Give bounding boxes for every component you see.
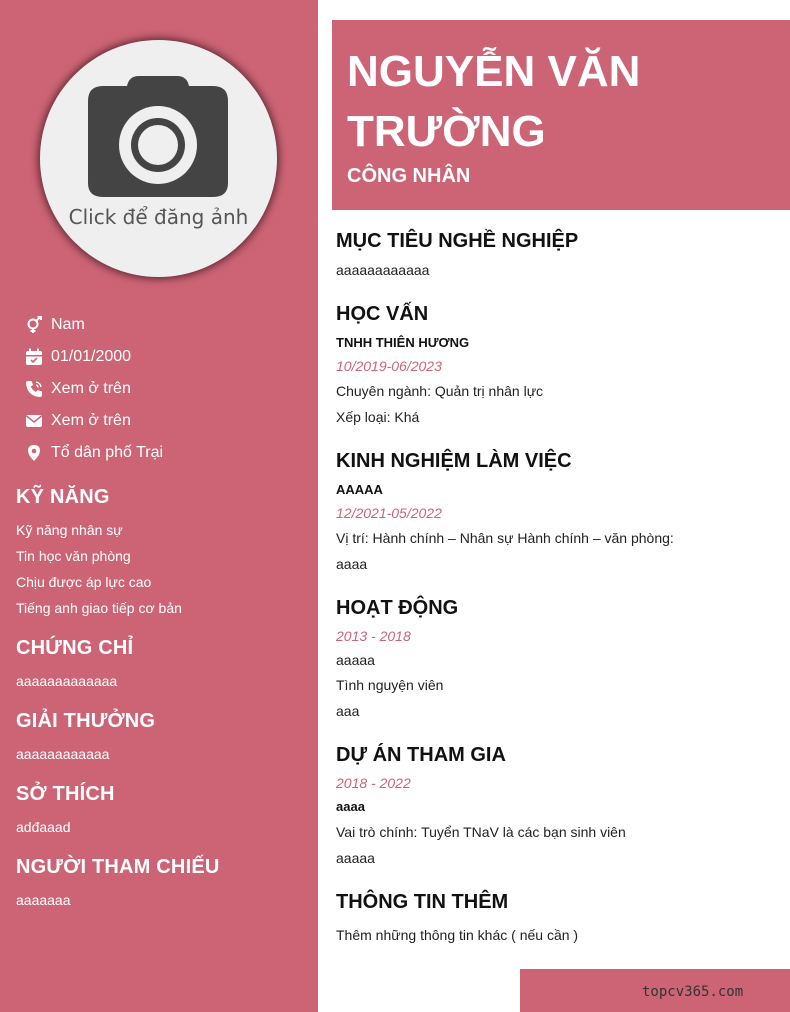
references-title: NGƯỜI THAM CHIẾU xyxy=(16,856,220,878)
gender-text: Nam xyxy=(51,316,85,333)
skills-section xyxy=(16,486,306,621)
education-school: TNHH THIÊN HƯƠNG xyxy=(336,335,470,350)
projects-role: Vai trò chính: Tuyển TNaV là các bạn sinh viên xyxy=(336,824,626,840)
skill-item: Tiếng anh giao tiếp cơ bản xyxy=(16,600,182,616)
references-text: aaaaaaa xyxy=(16,892,71,908)
birthday-text: 01/01/2000 xyxy=(51,348,132,365)
education-major: Chuyên ngành: Quản trị nhân lực xyxy=(336,383,544,399)
references-section xyxy=(16,856,306,913)
phone-text: Xem ở trên xyxy=(51,380,131,397)
activities-desc: aaa xyxy=(336,703,360,719)
activities-org: aaaaa xyxy=(336,652,375,668)
envelope-icon xyxy=(24,412,43,431)
education-period: 10/2019-06/2023 xyxy=(336,358,442,374)
projects-title: DỰ ÁN THAM GIA xyxy=(336,744,506,766)
contact-list xyxy=(24,309,163,469)
avatar-upload[interactable] xyxy=(40,40,277,277)
additional-section xyxy=(336,891,776,948)
contact-gender xyxy=(24,309,163,341)
certificates-title: CHỨNG CHỈ xyxy=(16,637,134,659)
experience-section xyxy=(336,450,776,577)
awards-section xyxy=(16,710,306,767)
skill-item: Kỹ năng nhân sự xyxy=(16,522,123,538)
footer-brand xyxy=(520,969,790,1012)
job-title: CÔNG NHÂN xyxy=(347,165,471,187)
sidebar xyxy=(0,0,318,1012)
full-name: NGUYỄN VĂN TRƯỜNG xyxy=(347,47,641,156)
education-title: HỌC VẤN xyxy=(336,303,429,325)
experience-company: AAAAA xyxy=(336,482,383,497)
skill-item: Chịu được áp lực cao xyxy=(16,574,152,590)
avatar-caption: Click để đăng ảnh xyxy=(68,205,249,229)
brand-text: topcv365.com xyxy=(642,984,744,1000)
projects-name: aaaa xyxy=(336,799,365,814)
address-text: Tổ dân phố Trại xyxy=(51,444,164,461)
email-text: Xem ở trên xyxy=(51,412,131,429)
header-banner xyxy=(332,20,790,210)
objective-text: aaaaaaaaaaaa xyxy=(336,262,430,278)
skill-item: Tin học văn phòng xyxy=(16,548,131,564)
contact-birthday xyxy=(24,341,163,373)
projects-section xyxy=(336,744,776,871)
awards-title: GIẢI THƯỞNG xyxy=(16,710,156,732)
projects-desc: aaaaa xyxy=(336,850,375,866)
hobbies-title: SỞ THÍCH xyxy=(16,783,115,805)
education-grade: Xếp loại: Khá xyxy=(336,409,420,425)
hobbies-text: adđaaad xyxy=(16,819,71,835)
education-section xyxy=(336,303,776,430)
activities-title: HOẠT ĐỘNG xyxy=(336,597,459,619)
camera-icon xyxy=(87,74,229,198)
activities-role: Tình nguyện viên xyxy=(336,677,444,693)
calendar-icon xyxy=(24,348,43,367)
projects-period: 2018 - 2022 xyxy=(336,775,411,791)
skills-title: KỸ NĂNG xyxy=(16,486,110,508)
hobbies-section xyxy=(16,783,306,840)
awards-text: aaaaaaaaaaaa xyxy=(16,746,110,762)
experience-desc: aaaa xyxy=(336,556,368,572)
activities-section xyxy=(336,597,776,724)
objective-title: MỤC TIÊU NGHỀ NGHIỆP xyxy=(336,230,579,252)
experience-position: Vị trí: Hành chính – Nhân sự Hành chính – văn phòng: xyxy=(336,530,674,546)
contact-phone xyxy=(24,373,163,405)
objective-section xyxy=(336,230,776,283)
gender-icon xyxy=(24,316,43,335)
activities-period: 2013 - 2018 xyxy=(336,628,411,644)
certificates-text: aaaaaaaaaaaaa xyxy=(16,673,118,689)
contact-address xyxy=(24,437,163,469)
contact-email xyxy=(24,405,163,437)
certificates-section xyxy=(16,637,306,694)
additional-title: THÔNG TIN THÊM xyxy=(336,891,509,913)
experience-title: KINH NGHIỆM LÀM VIỆC xyxy=(336,450,572,472)
phone-icon xyxy=(24,380,43,399)
location-pin-icon xyxy=(24,444,43,463)
additional-text: Thêm những thông tin khác ( nếu cần ) xyxy=(336,927,579,943)
experience-period: 12/2021-05/2022 xyxy=(336,505,442,521)
